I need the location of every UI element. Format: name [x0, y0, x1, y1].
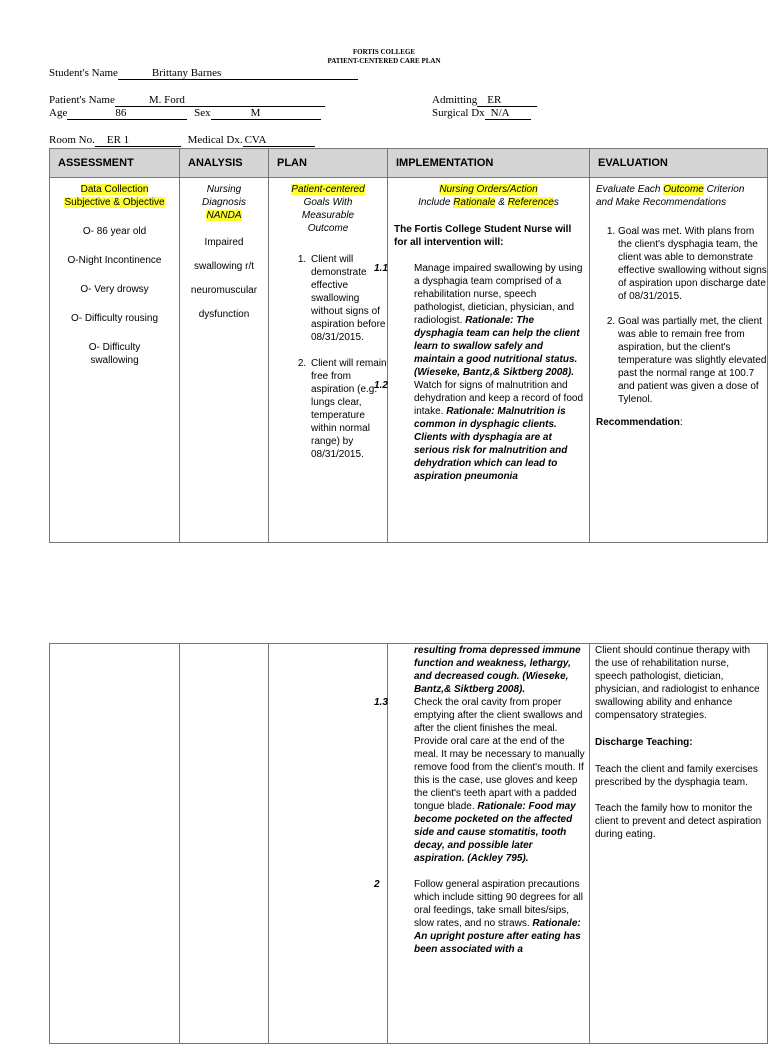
evaluation-head: Evaluate Each Outcome Criterion and Make Recommendations — [596, 184, 745, 208]
plan-cell — [269, 178, 388, 543]
analysis-cell — [180, 178, 269, 543]
assessment-item: O-Night Incontinence — [67, 255, 162, 266]
care-plan-table-top — [49, 148, 768, 543]
student-name-row: Student's Name Brittany Barnes — [49, 67, 358, 80]
room-field: ER 1 — [95, 134, 181, 147]
implementation-cell-continued — [374, 644, 590, 1044]
surgical-field: N/A — [485, 107, 531, 120]
recommendation-label: Recommendation: — [596, 417, 683, 428]
evaluation-item: 2. Goal was partially met, the client was able to remain free from aspiration, but the client's temperature was slightly elevated past the normal range at 100.7 and patient was given a dose of Tylenol. — [618, 315, 767, 406]
evaluation-item: 1. Goal was met. With plans from the client's dysphagia team, the client was able to demonstrate effective swallowing without signs of aspiration upon discharge date of 08/31/2015. — [618, 225, 767, 303]
analysis-cell-continued — [180, 644, 269, 1044]
recommendation-text: Client should continue therapy with the use of rehabilitation nurse, speech pathologist, dietician, physician, and radiologist to enhance swallowing ability and enhance compensatory strategies. — [595, 645, 760, 721]
analysis-item: dysfunction — [198, 309, 250, 320]
implementation-cell — [374, 178, 590, 543]
analysis-item: neuromuscular — [190, 285, 258, 296]
discharge-teaching-item: Teach the client and family exercises prescribed by the dysphagia team. — [595, 764, 758, 788]
form-title: PATIENT-CENTERED CARE PLAN — [327, 57, 441, 65]
assessment-item: O- Difficulty swallowing — [88, 342, 141, 366]
assessment-item: O- Very drowsy — [80, 284, 149, 295]
patient-name-row: Patient's Name M. Ford — [49, 94, 325, 107]
admitting-row: Admitting ER — [432, 94, 537, 107]
student-name-field: Brittany Barnes — [118, 67, 358, 80]
surgical-row: Surgical Dx N/A — [432, 107, 531, 120]
intervention-1-2-rationale-continued: resulting froma depressed immune function and weakness, lethargy, and decreased cough. (Wieseke, Bantz,& Siktberg 2008). — [414, 645, 581, 695]
plan-goal: 2. Client will remain free from aspiration (e.g. lungs clear, temperature within normal range) by 08/31/2015. — [309, 357, 387, 461]
discharge-teaching-item: Teach the family how to monitor the client to prevent and detect aspiration during eating. — [595, 803, 762, 840]
analysis-item: Impaired — [204, 237, 244, 248]
assessment-head-1: Data Collection — [80, 184, 149, 195]
assessment-cell — [50, 178, 180, 543]
care-plan-table-bottom — [49, 643, 768, 1044]
admitting-field: ER — [477, 94, 537, 107]
assessment-item: O- Difficulty rousing — [70, 313, 159, 324]
age-sex-row: Age 86 Sex M — [49, 107, 321, 120]
col-plan: PLAN — [269, 149, 388, 178]
assessment-item: O- 86 year old — [82, 226, 147, 237]
implementation-head-1: Nursing Orders/Action — [439, 184, 538, 195]
analysis-head-3: NANDA — [206, 210, 242, 221]
patient-name-field: M. Ford — [115, 94, 325, 107]
plan-goal: 1. Client will demonstrate effective swallowing without signs of aspiration before 08/31/2015. — [309, 253, 387, 344]
sex-field: M — [211, 107, 321, 120]
col-implementation: IMPLEMENTATION — [388, 149, 590, 178]
assessment-cell-continued — [50, 644, 180, 1044]
age-field: 86 — [67, 107, 187, 120]
analysis-head-1: Nursing — [206, 184, 242, 195]
discharge-teaching-label: Discharge Teaching: — [595, 737, 693, 748]
medical-dx-field: CVA — [243, 134, 315, 147]
room-row: Room No. ER 1 Medical Dx. CVA — [49, 134, 315, 147]
evaluation-cell-continued — [590, 644, 768, 1044]
analysis-item: swallowing r/t — [193, 261, 255, 272]
college-name: FORTIS COLLEGE — [352, 48, 416, 56]
implementation-head-2: Include Rationale & References — [418, 197, 559, 208]
intervention-1-3: 1.3 Check the oral cavity from proper emptying after the client swallows and after the client finishes the meal. Provide oral care at the end of the meal. It may be necessary to manually remove food from the client's mouth. If this is the case, use gloves and keep the client's teeth apart with a padded tongue blade. Rationale: Food may become pocketed on the affected side and cause stomatitis, tooth decay, and possible later aspiration. (Ackley 795). — [374, 697, 585, 864]
evaluation-cell — [590, 178, 768, 543]
assessment-head-2: Subjective & Objective — [64, 197, 165, 208]
col-analysis: ANALYSIS — [180, 149, 269, 178]
intervention-2: 2 Follow general aspiration precautions which include sitting 90 degrees for all oral feedings, take small bites/sips, slow rates, and no straws. Rationale: An upright posture after eating has been associated with a — [374, 879, 583, 955]
col-evaluation: EVALUATION — [590, 149, 768, 178]
analysis-head-2: Diagnosis — [202, 197, 246, 208]
plan-head-2: Goals With Measurable Outcome — [301, 197, 355, 234]
plan-cell-continued — [269, 644, 388, 1044]
plan-head-1: Patient-centered — [291, 184, 365, 195]
col-assessment: ASSESSMENT — [50, 149, 180, 178]
implementation-intro: The Fortis College Student Nurse will for all intervention will: — [394, 224, 572, 248]
intervention-1-1: 1.1 Manage impaired swallowing by using a dysphagia team comprised of a rehabilitation nurse, speech pathologist, dietician, physician, and radiologist. Rationale: The dysphagia team can help the client learn to swallow safely and maintain a good nutritional status. (Wieseke, Bantz,& Siktberg 2008). — [374, 263, 583, 378]
intervention-1-2: 1.2 Watch for signs of malnutrition and dehydration and keep a record of food intake. Rationale: Malnutrition is common in dysphagic clients. Clients with dysphagia are at serious risk for malnutrition and dehydration which can lead to aspiration pneumonia — [374, 380, 584, 482]
